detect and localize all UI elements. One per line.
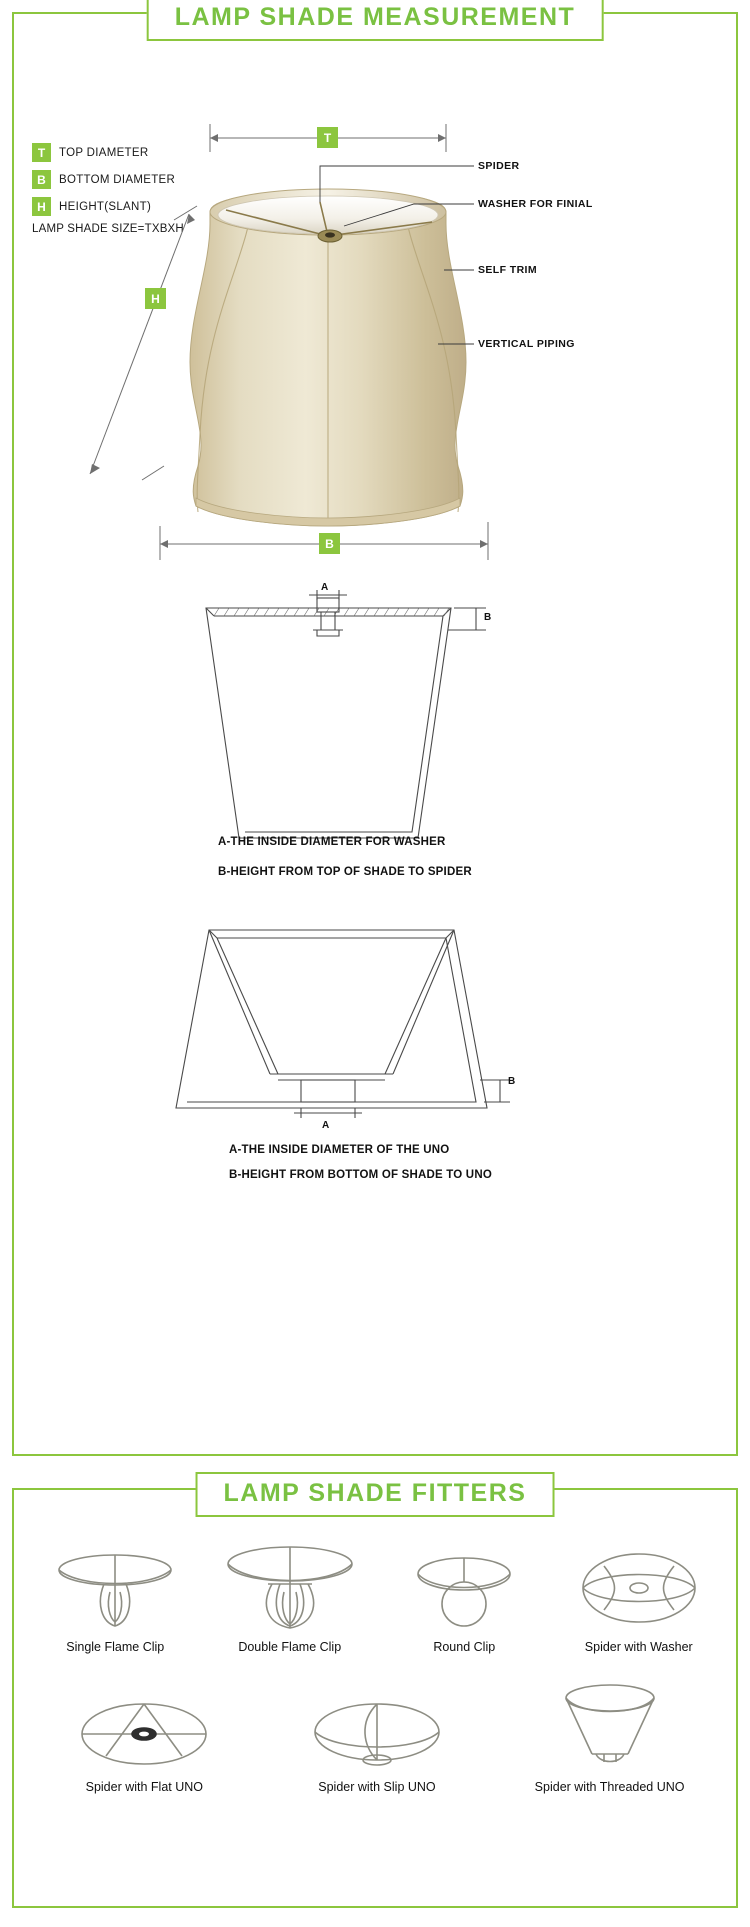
shade-top-opening bbox=[210, 189, 446, 235]
legend-label-bottom-diameter: BOTTOM DIAMETER bbox=[59, 173, 176, 186]
round-clip-icon bbox=[377, 1536, 552, 1636]
callout-vertical-piping: VERTICAL PIPING bbox=[478, 338, 575, 350]
chip-b-icon: B bbox=[32, 170, 51, 189]
washer-for-finial-part bbox=[318, 230, 342, 242]
legend-label-height-slant: HEIGHT(SLANT) bbox=[59, 200, 152, 213]
fitter-round-clip[interactable] bbox=[377, 1530, 552, 1654]
fitters-grid bbox=[28, 1530, 726, 1794]
fitters-row-2 bbox=[28, 1670, 726, 1794]
uno-label-b: B bbox=[508, 1076, 516, 1087]
legend-size-formula: LAMP SHADE SIZE=TXBXH bbox=[32, 223, 184, 235]
washer-technical-drawing bbox=[14, 586, 740, 876]
fitters-row-1 bbox=[28, 1530, 726, 1654]
washer-label-b: B bbox=[484, 612, 492, 623]
spider-with-threaded-uno-icon bbox=[493, 1676, 726, 1776]
height-slant-dimension-line bbox=[90, 206, 197, 480]
fitter-label-spider-with-washer: Spider with Washer bbox=[584, 1640, 693, 1654]
dimension-chip-top: T bbox=[317, 127, 338, 148]
callout-spider: SPIDER bbox=[478, 160, 520, 172]
fitter-double-flame-clip[interactable] bbox=[203, 1530, 378, 1654]
fitter-label-single-flame-clip: Single Flame Clip bbox=[66, 1640, 165, 1654]
washer-caption-b: B-HEIGHT FROM TOP OF SHADE TO SPIDER bbox=[218, 866, 472, 878]
fitter-label-spider-with-slip-uno: Spider with Slip UNO bbox=[318, 1780, 436, 1794]
dimension-chip-bottom: B bbox=[319, 533, 340, 554]
washer-label-a: A bbox=[321, 582, 329, 593]
fitter-label-double-flame-clip: Double Flame Clip bbox=[238, 1640, 342, 1654]
lamp-shade-illustration bbox=[14, 14, 740, 594]
fitter-spider-with-washer[interactable] bbox=[552, 1530, 727, 1654]
fitter-spider-with-threaded-uno[interactable] bbox=[493, 1670, 726, 1794]
measurement-panel-title: LAMP SHADE MEASUREMENT bbox=[147, 0, 604, 41]
callout-washer-for-finial: WASHER FOR FINIAL bbox=[478, 198, 593, 210]
spider-with-washer-icon bbox=[552, 1536, 727, 1636]
single-flame-clip-icon bbox=[28, 1536, 203, 1636]
fitter-single-flame-clip[interactable] bbox=[28, 1530, 203, 1654]
uno-label-a: A bbox=[322, 1120, 330, 1131]
fitter-spider-with-slip-uno[interactable] bbox=[261, 1670, 494, 1794]
uno-technical-drawing bbox=[14, 912, 740, 1142]
lamp-shade-fitters-panel bbox=[12, 1479, 738, 1908]
dimension-chip-height: H bbox=[145, 288, 166, 309]
fitter-label-round-clip: Round Clip bbox=[433, 1640, 496, 1654]
chip-h-icon: H bbox=[32, 197, 51, 216]
spider-with-slip-uno-icon bbox=[261, 1676, 494, 1776]
fitter-label-spider-with-flat-uno: Spider with Flat UNO bbox=[85, 1780, 204, 1794]
spider-with-flat-uno-icon bbox=[28, 1676, 261, 1776]
lamp-shade-measurement-panel bbox=[12, 3, 738, 1456]
fitters-panel-title: LAMP SHADE FITTERS bbox=[196, 1472, 555, 1517]
washer-caption-a: A-THE INSIDE DIAMETER FOR WASHER bbox=[218, 836, 446, 848]
uno-caption-b: B-HEIGHT FROM BOTTOM OF SHADE TO UNO bbox=[229, 1169, 492, 1181]
legend-label-top-diameter: TOP DIAMETER bbox=[59, 146, 149, 159]
fitter-label-spider-with-threaded-uno: Spider with Threaded UNO bbox=[534, 1780, 685, 1794]
uno-caption-a: A-THE INSIDE DIAMETER OF THE UNO bbox=[229, 1144, 450, 1156]
fitter-spider-with-flat-uno[interactable] bbox=[28, 1670, 261, 1794]
chip-t-icon: T bbox=[32, 143, 51, 162]
double-flame-clip-icon bbox=[203, 1536, 378, 1636]
callout-self-trim: SELF TRIM bbox=[478, 264, 538, 276]
